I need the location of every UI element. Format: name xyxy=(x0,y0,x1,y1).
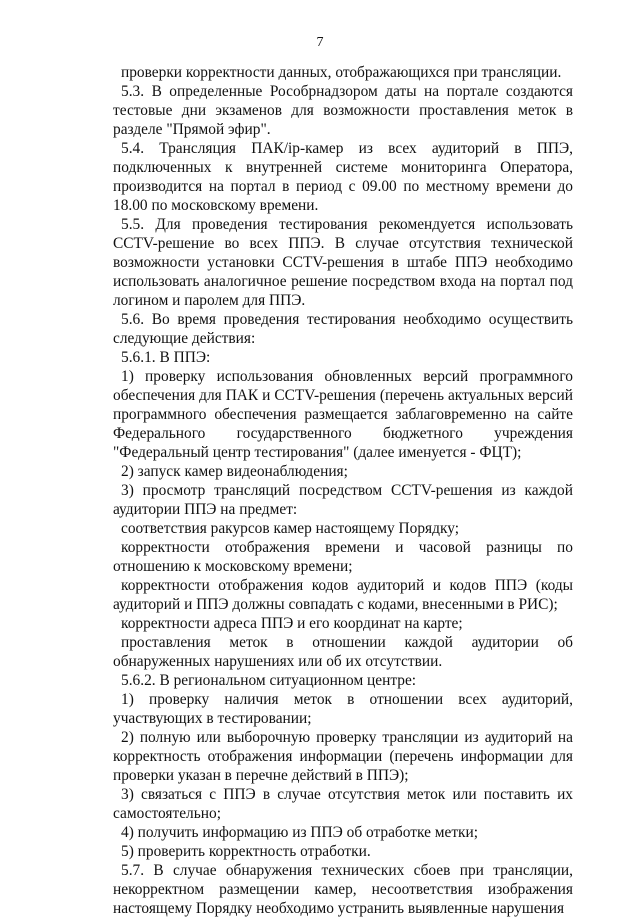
page-number: 7 xyxy=(316,35,324,50)
check-item-time-display: корректности отображения времени и часовой разницы по отношению к московскому времени; xyxy=(113,539,573,575)
check-item-marks: проставления меток в отношении каждой аудитории об обнаруженных нарушениях или об их отсутствии. xyxy=(113,634,573,670)
list-item-5-6-2-3: 3) связаться с ППЭ в случае отсутствия меток или поставить их самостоятельно; xyxy=(113,786,573,822)
check-item-camera-angles: соответствия ракурсов камер настоящему Порядку; xyxy=(121,520,459,537)
check-item-codes-display: корректности отображения кодов аудиторий и кодов ППЭ (коды аудиторий и ППЭ должны совпадать с кодами, внесенными в РИС); xyxy=(113,577,573,613)
list-item-5-6-1-1: 1) проверку использования обновленных версий программного обеспечения для ПАК и CCTV-решения (перечень актуальных версий программного обеспечения размещается заблаговременно на сайте Федерального государственного бюджетного учреждения "Федеральный центр тестирования" (далее именуется - ФЦТ); xyxy=(113,368,573,461)
paragraph-5-3: 5.3. В определенные Рособрнадзором даты на портале создаются тестовые дни экзаменов для возможности проставления меток в разделе "Прямой эфир". xyxy=(113,83,573,138)
list-item-5-6-2-1: 1) проверку наличия меток в отношении всех аудиторий, участвующих в тестировании; xyxy=(113,691,573,727)
paragraph-5-4: 5.4. Трансляция ПАК/ip-камер из всех аудиторий в ППЭ, подключенных к внутренней системе мониторинга Оператора, производится на портал в период с 09.00 по местному времени до 18.00 по московскому времени. xyxy=(113,140,573,214)
check-item-address: корректности адреса ППЭ и его координат на карте; xyxy=(121,615,463,632)
list-item-5-6-2-2: 2) полную или выборочную проверку трансляции из аудиторий на корректность отображения информации (перечень информации для проверки указан в перечне действий в ППЭ); xyxy=(113,729,573,784)
paragraph-5-6-1: 5.6.1. В ППЭ: xyxy=(121,349,211,366)
paragraph-5-6-2: 5.6.2. В региональном ситуационном центре: xyxy=(121,672,417,689)
list-item-5-6-2-5: 5) проверить корректность отработки. xyxy=(121,843,371,860)
paragraph-5-6: 5.6. Во время проведения тестирования необходимо осуществить следующие действия: xyxy=(113,311,573,347)
paragraph-5-7: 5.7. В случае обнаружения технических сбоев при трансляции, некорректном размещении камер, несоответствия изображения настоящему Порядку необходимо устранить выявленные нарушения xyxy=(113,862,573,917)
list-item-5-6-1-2: 2) запуск камер видеонаблюдения; xyxy=(121,463,348,480)
list-item-5-6-2-4: 4) получить информацию из ППЭ об отработке метки; xyxy=(121,824,479,841)
list-item-5-6-1-3: 3) просмотр трансляций посредством CCTV-решения из каждой аудитории ППЭ на предмет: xyxy=(113,482,573,518)
paragraph-continuation: проверки корректности данных, отображающихся при трансляции. xyxy=(121,64,562,81)
paragraph-5-5: 5.5. Для проведения тестирования рекомендуется использовать CCTV-решение во всех ППЭ. В случае отсутствия технической возможности установки CCTV-решения в штабе ППЭ необходимо использовать аналогичное решение посредством входа на портал под логином и паролем для ППЭ. xyxy=(113,216,573,309)
document-body xyxy=(113,63,573,918)
